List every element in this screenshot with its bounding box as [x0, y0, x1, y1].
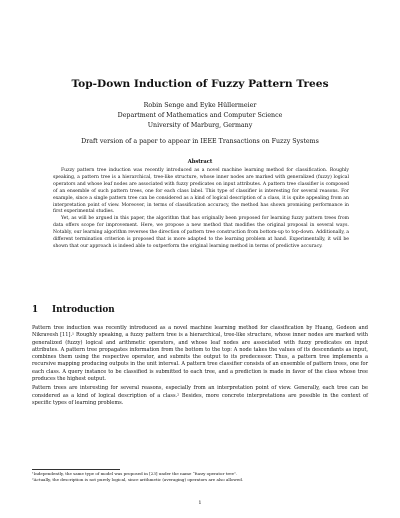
abstract-heading: Abstract	[187, 159, 213, 165]
footnote: ²Actually, the description is not purely logical, since arithmetic (averaging) operators are also allowed.	[32, 476, 244, 482]
abstract-body	[53, 168, 349, 251]
section-number: 1	[32, 305, 39, 315]
body-paragraph: Pattern tree induction was recently introduced as a novel machine learning method for classification by Huang, Gedeon and Nikravesh [11].¹ Roughly speaking, a fuzzy pattern tree is a hierarchical, tree-like structure, whose inner nodes are marked with generalized (fuzzy) logical and arithmetic operators, and whose leaf nodes are associated with fuzzy predicates on input attributes. A pattern tree propagates information from the bottom to the top: A node takes the values of its descendants as input, combines them using the respective operator, and submits the output to its predecessor. Thus, a pattern tree implements a recursive mapping producing outputs in the unit interval. A pattern tree classifier consists of an ensemble of pattern trees, one for each class. A query instance to be classified is submitted to each tree, and a prediction is made in favor of the class whose tree produces the highest output.	[32, 325, 368, 383]
author-university: University of Marburg, Germany	[147, 122, 253, 129]
author-block	[0, 101, 400, 131]
draft-note: Draft version of a paper to appear in IEEE Transactions on Fuzzy Systems	[81, 138, 319, 145]
footnotes	[32, 471, 368, 482]
abstract-paragraph: Fuzzy pattern tree induction was recently introduced as a novel machine learning method for classification. Roughly speaking, a pattern tree is a hierarchical, tree-like structure, whose inner nodes are marked with generalized (fuzzy) logical operators and whose leaf nodes are associated with fuzzy predicates on input attributes. A pattern tree classifier is composed of an ensemble of such pattern trees, one for each class label. This type of classifier is interesting for several reasons. For example, since a single pattern tree can be considered as a kind of logical description of a class, it is quite appealing from an interpretation point of view. Moreover, in terms of classification accuracy, the method has shown promising performance in first experimental studies.	[53, 168, 349, 215]
abstract-paragraph: Yet, as will be argued in this paper, the algorithm that has originally been proposed for learning fuzzy pattern trees from data offers scope for improvement. Here, we propose a new method that modifies the original proposal in several ways. Notably, our learning algorithm reverses the direction of pattern tree construction from bottom-up to top-down. Additionally, a different termination criterion is proposed that is more adapted to the learning problem at hand. Experimentally, it will be shown that our approach is indeed able to outperform the original learning method in terms of predictive accuracy.	[53, 216, 349, 249]
section-body	[32, 325, 368, 409]
body-paragraph: Pattern trees are interesting for several reasons, especially from an interpretation point of view. Generally, each tree can be considered as a kind of logical description of a class.² Besides, more concrete interpretations are possible in the context of specific types of learning problems.	[32, 385, 368, 406]
paper-title: Top-Down Induction of Fuzzy Pattern Trees	[71, 78, 329, 90]
section-heading	[32, 305, 115, 315]
author-department: Department of Mathematics and Computer Science	[117, 112, 283, 119]
section-title: Introduction	[52, 305, 115, 315]
footnote: ¹Independently, the same type of model was proposed in [23] under the name “fuzzy operator tree”.	[32, 471, 238, 476]
footnote-rule	[32, 469, 120, 470]
author-names: Robin Senge and Eyke Hüllermeier	[143, 102, 257, 109]
page-number: 1	[198, 500, 202, 506]
